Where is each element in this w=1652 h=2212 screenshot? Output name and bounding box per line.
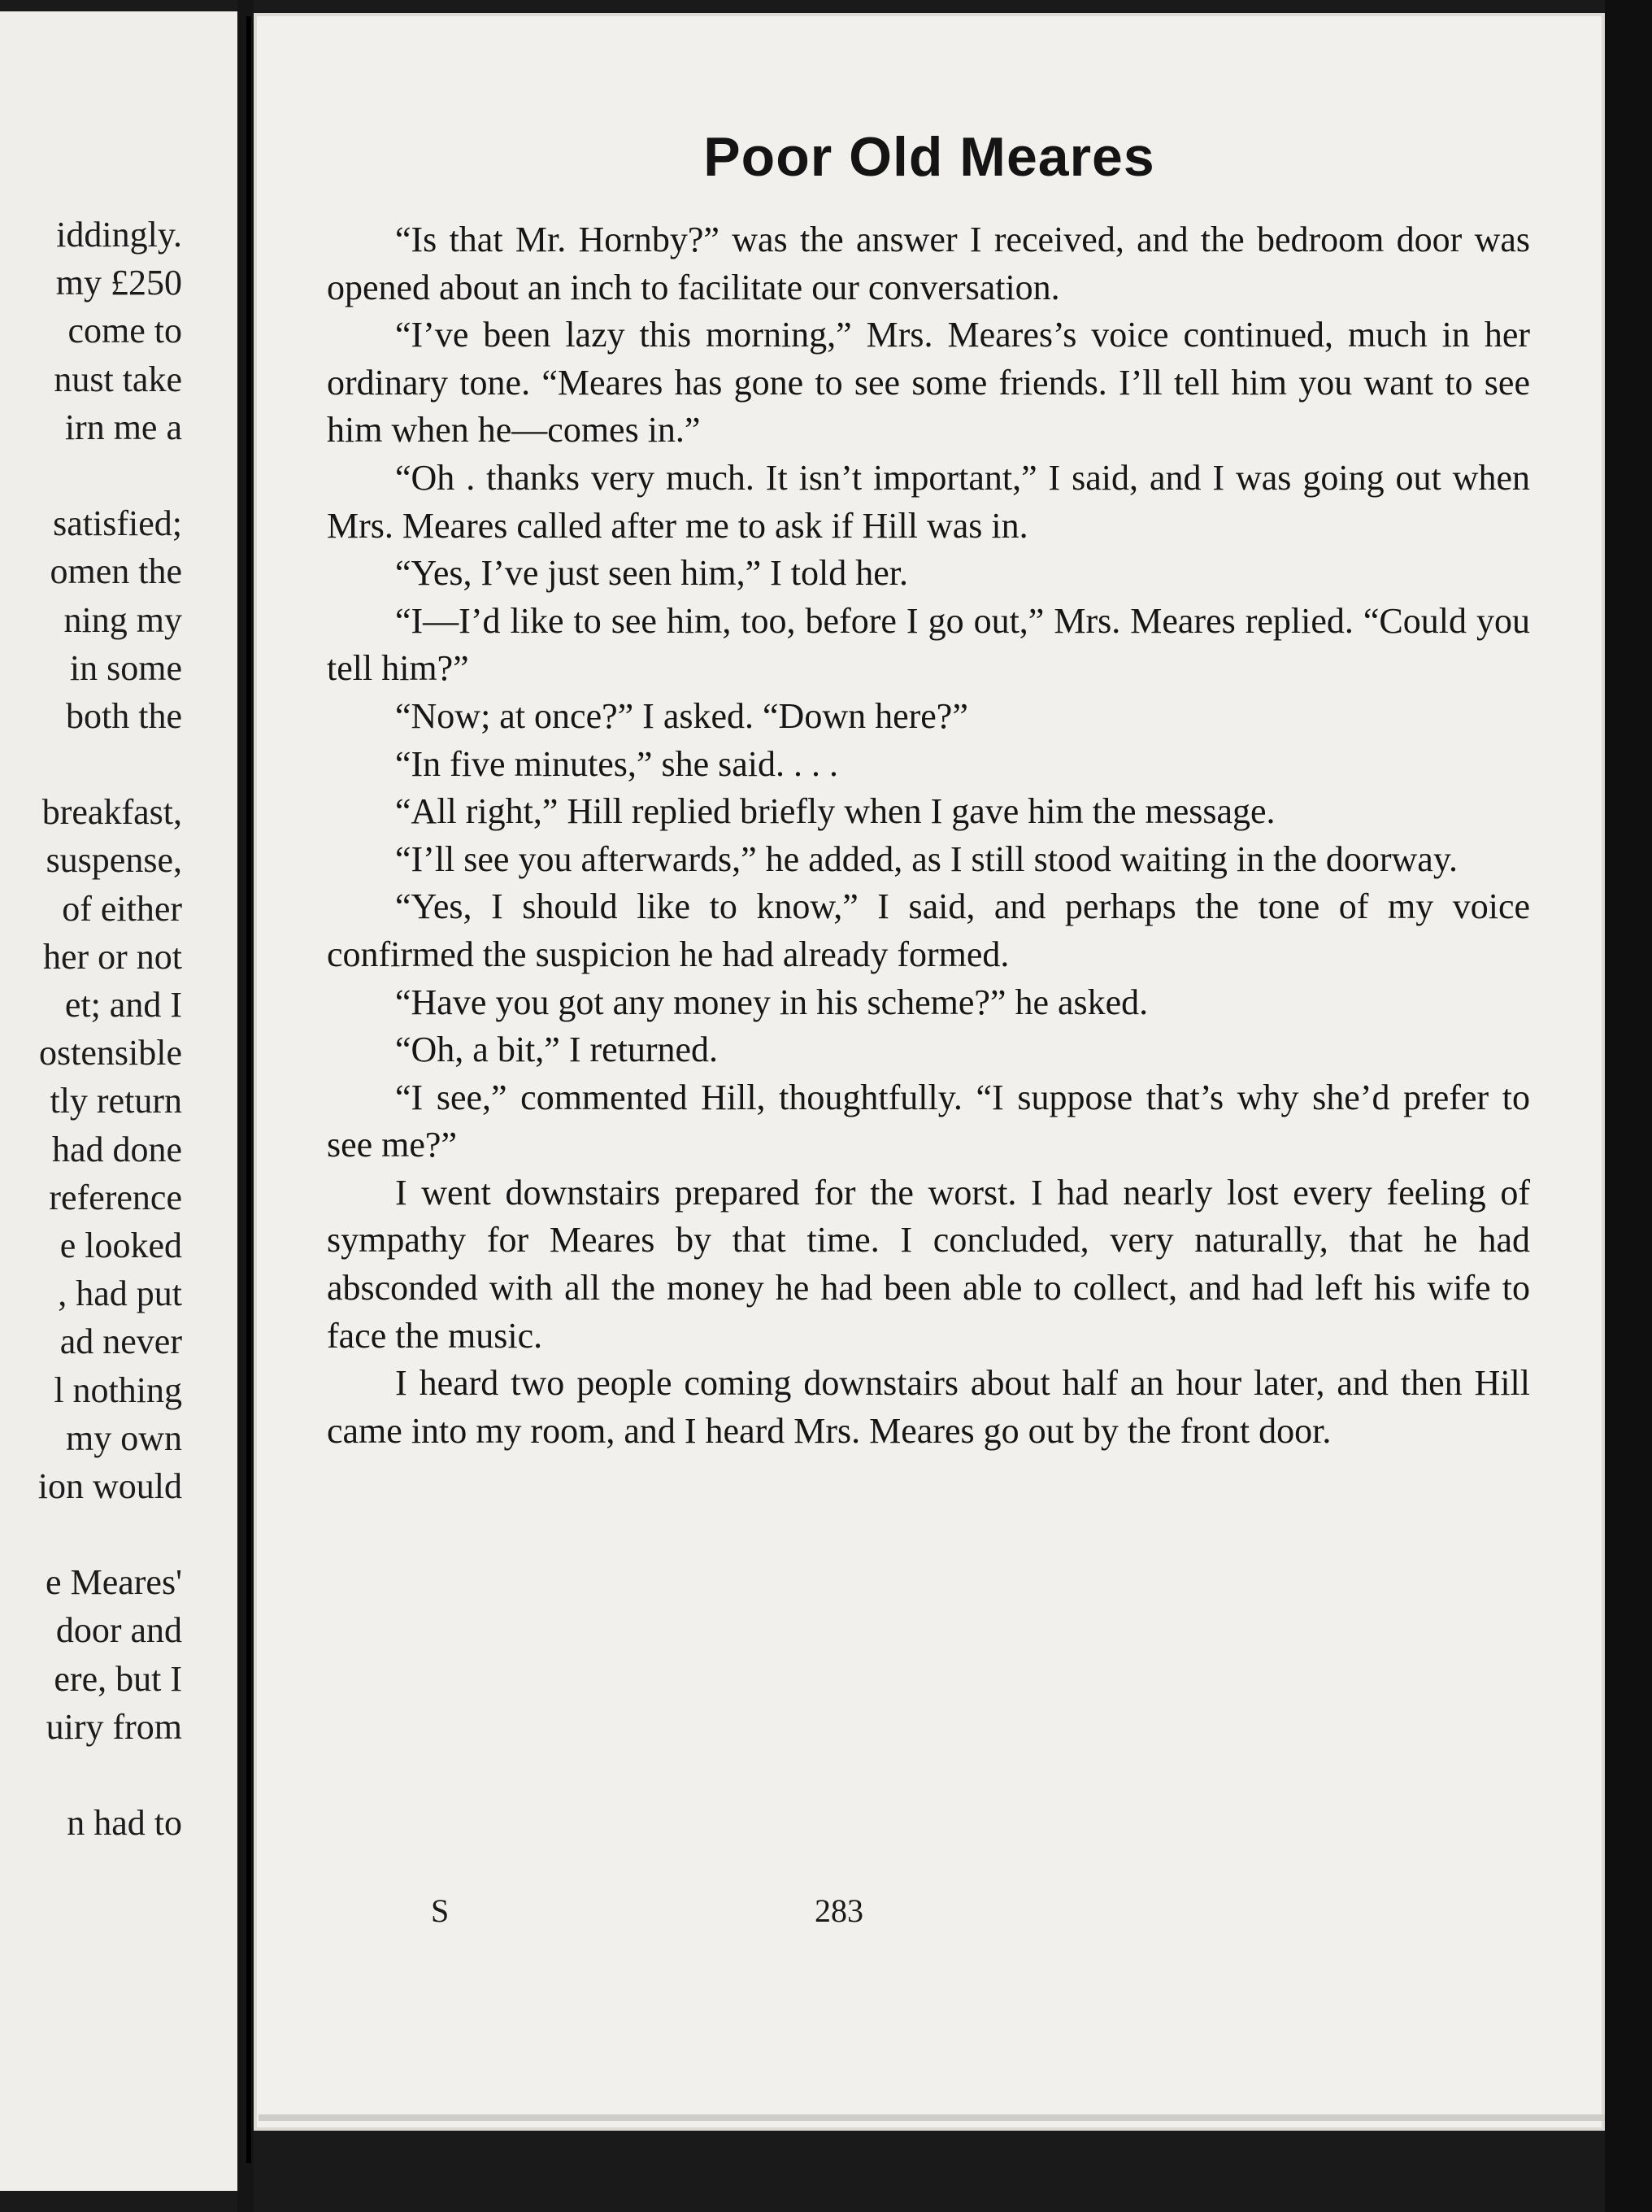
left-page-line: both the: [66, 695, 182, 736]
gutter-shadow-line: [246, 16, 251, 2163]
left-facing-page: [0, 11, 237, 2191]
left-page-line: had done: [51, 1129, 182, 1169]
book-gutter: [237, 0, 254, 2212]
left-page-line: her or not: [42, 936, 182, 977]
left-page-line: n had to: [67, 1803, 182, 1844]
signature-mark: S: [431, 1892, 450, 1929]
scan-border-right: [1605, 0, 1652, 2212]
left-page-line: in some: [69, 647, 182, 688]
left-page-line: of either: [62, 888, 182, 929]
left-page-line: l nothing: [54, 1369, 182, 1410]
left-page-line: ere, but I: [54, 1658, 182, 1699]
paragraph: “I’ve been lazy this morning,” Mrs. Meares’s voice continued, much in her ordinary tone. “Meares has gone to see some friends. I’ll tell him you want to see him when he—comes in.”: [327, 315, 1530, 451]
left-page-line: tly return: [50, 1081, 182, 1121]
left-page-line: door and: [55, 1610, 182, 1651]
paragraph: “Have you got any money in his scheme?” he asked.: [395, 982, 1149, 1022]
paragraph: “Oh . thanks very much. It isn’t important,” I said, and I was going out when Mrs. Meares called after me to ask if Hill was in.: [327, 457, 1530, 546]
left-page-line: iddingly.: [56, 215, 182, 255]
left-page-line: , had put: [58, 1274, 182, 1314]
paragraph: I went downstairs prepared for the worst. I had nearly lost every feeling of sympathy for Meares by that time. I concluded, very naturally, that he had absconded with all the money he had been able to collect, and had left his wife to face the music.: [327, 1172, 1530, 1356]
left-page-line: [38, 1510, 182, 1558]
left-page-line: ostensible: [39, 1033, 182, 1073]
paragraph: “I—I’d like to see him, too, before I go out,” Mrs. Meares replied. “Could you tell him?”: [327, 600, 1530, 689]
page-number: 283: [815, 1892, 863, 1929]
main-page: [254, 13, 1605, 2131]
left-page-text: [38, 211, 182, 1847]
left-page-line: nust take: [54, 359, 182, 399]
left-page-line: et; and I: [64, 985, 182, 1025]
paragraph: “Oh, a bit,” I returned.: [395, 1030, 719, 1070]
left-page-line: satisfied;: [53, 503, 182, 544]
left-page-line: my own: [66, 1417, 182, 1458]
paragraph: “Is that Mr. Hornby?” was the answer I received, and the bedroom door was opened about an inch to facilitate our conversation.: [327, 220, 1530, 307]
left-page-line: ning my: [63, 599, 182, 640]
left-page-line: my £250: [55, 263, 182, 303]
left-page-line: e Meares': [46, 1562, 182, 1603]
left-page-line: uiry from: [46, 1706, 182, 1747]
left-page-line: suspense,: [46, 840, 182, 881]
left-page-line: ion would: [37, 1465, 182, 1506]
paragraph: “I’ll see you afterwards,” he added, as I still stood waiting in the doorway.: [395, 838, 1458, 879]
left-page-line: e looked: [59, 1225, 182, 1265]
paragraph: “In five minutes,” she said. . . .: [395, 743, 838, 784]
left-page-line: ad never: [59, 1322, 182, 1362]
left-page-line: [38, 1751, 182, 1799]
paragraph: I heard two people coming downstairs about half an hour later, and then Hill came into my room, and I heard Mrs. Meares go out by the front door.: [327, 1363, 1530, 1451]
left-page-line: come to: [67, 311, 182, 351]
left-page-line: [38, 740, 182, 788]
paragraph: “Now; at once?” I asked. “Down here?”: [395, 695, 968, 736]
page-bottom-edge: [259, 2114, 1608, 2121]
left-page-line: omen the: [50, 551, 182, 592]
page-body: [327, 216, 1530, 1455]
left-page-line: reference: [49, 1177, 182, 1217]
left-page-line: irn me a: [64, 407, 182, 447]
paragraph: “I see,” commented Hill, thoughtfully. “I suppose that’s why she’d prefer to see me?”: [327, 1077, 1530, 1165]
page-title: Poor Old Meares: [703, 126, 1155, 188]
left-page-line: [38, 451, 182, 499]
paragraph: “Yes, I should like to know,” I said, and perhaps the tone of my voice confirmed the suspicion he had already formed.: [327, 886, 1530, 974]
paragraph: “Yes, I’ve just seen him,” I told her.: [395, 553, 908, 594]
paragraph: “All right,” Hill replied briefly when I gave him the message.: [395, 791, 1276, 832]
left-page-line: breakfast,: [41, 792, 182, 833]
